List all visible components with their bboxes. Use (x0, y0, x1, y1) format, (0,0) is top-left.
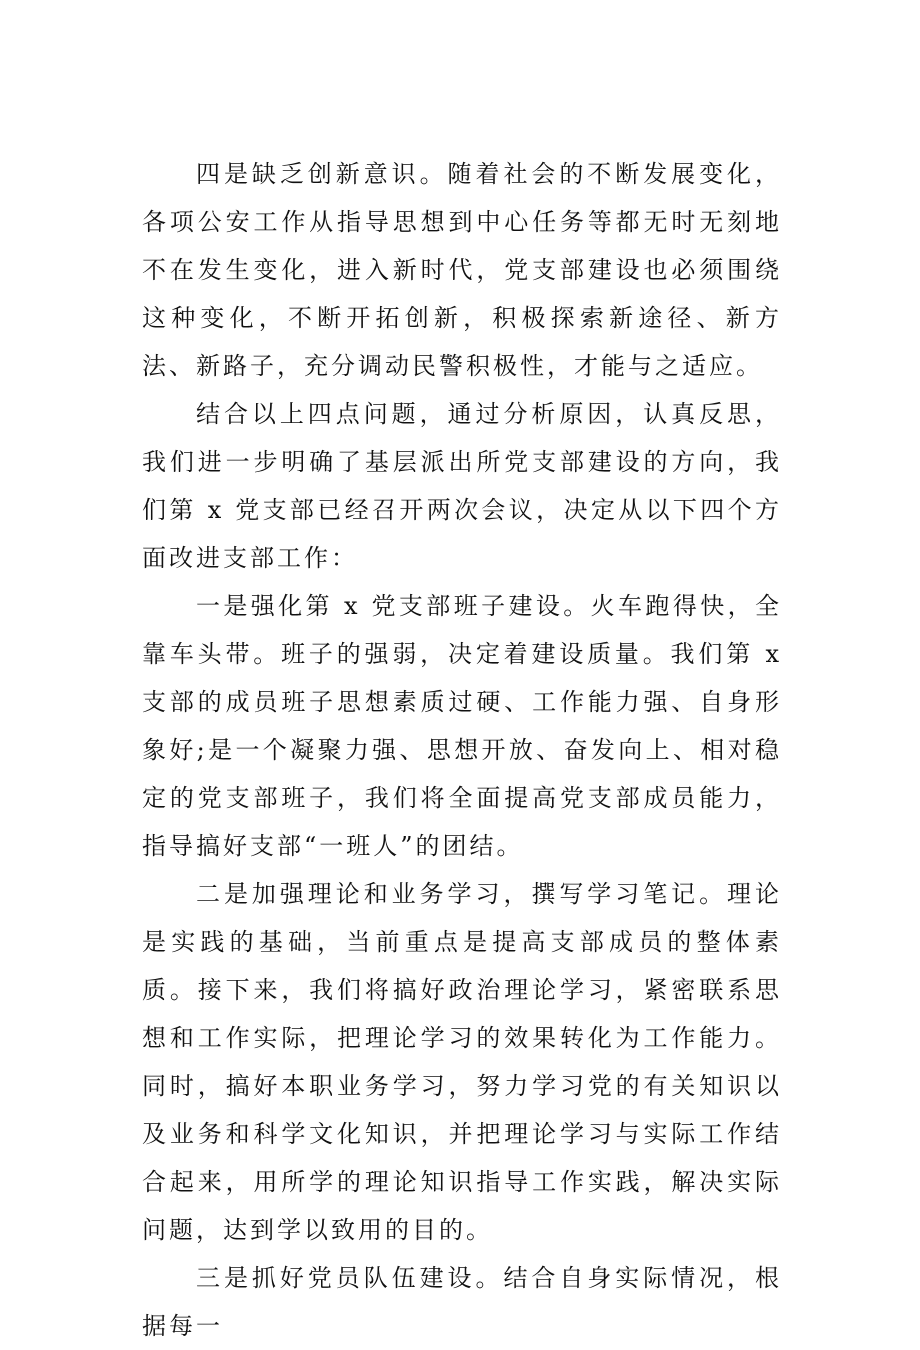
paragraph-improvement-direction: 结合以上四点问题，通过分析原因，认真反思，我们进一步明确了基层派出所党支部建设的方向，我们第 x 党支部已经召开两次会议，决定从以下四个方面改进支部工作： (142, 400, 782, 572)
document-body (142, 150, 782, 1350)
paragraph-theory-study: 二是加强理论和业务学习，撰写学习笔记。理论是实践的基础，当前重点是提高支部成员的整体素质。接下来，我们将搞好政治理论学习，紧密联系思想和工作实际，把理论学习的效果转化为工作能力。同时，搞好本职业务学习，努力学习党的有关知识以及业务和科学文化知识，并把理论学习与实际工作结合起来，用所学的理论知识指导工作实践，解决实际问题，达到学以致用的目的。 (142, 880, 782, 1244)
paragraph-party-member-team: 三是抓好党员队伍建设。结合自身实际情况，根据每一 (142, 1264, 782, 1340)
paragraph-innovation-awareness: 四是缺乏创新意识。随着社会的不断发展变化，各项公安工作从指导思想到中心任务等都无时无刻地不在发生变化，进入新时代，党支部建设也必须围绕这种变化，不断开拓创新，积极探索新途径、新方法、新路子，充分调动民警积极性，才能与之适应。 (142, 160, 782, 380)
paragraph-leadership-team: 一是强化第 x 党支部班子建设。火车跑得快，全靠车头带。班子的强弱，决定着建设质量。我们第 x 支部的成员班子思想素质过硬、工作能力强、自身形象好;是一个凝聚力强、思想开放、奋发向上、相对稳定的党支部班子，我们将全面提高党支部成员能力，指导搞好支部“一班人”的团结。 (142, 592, 782, 860)
